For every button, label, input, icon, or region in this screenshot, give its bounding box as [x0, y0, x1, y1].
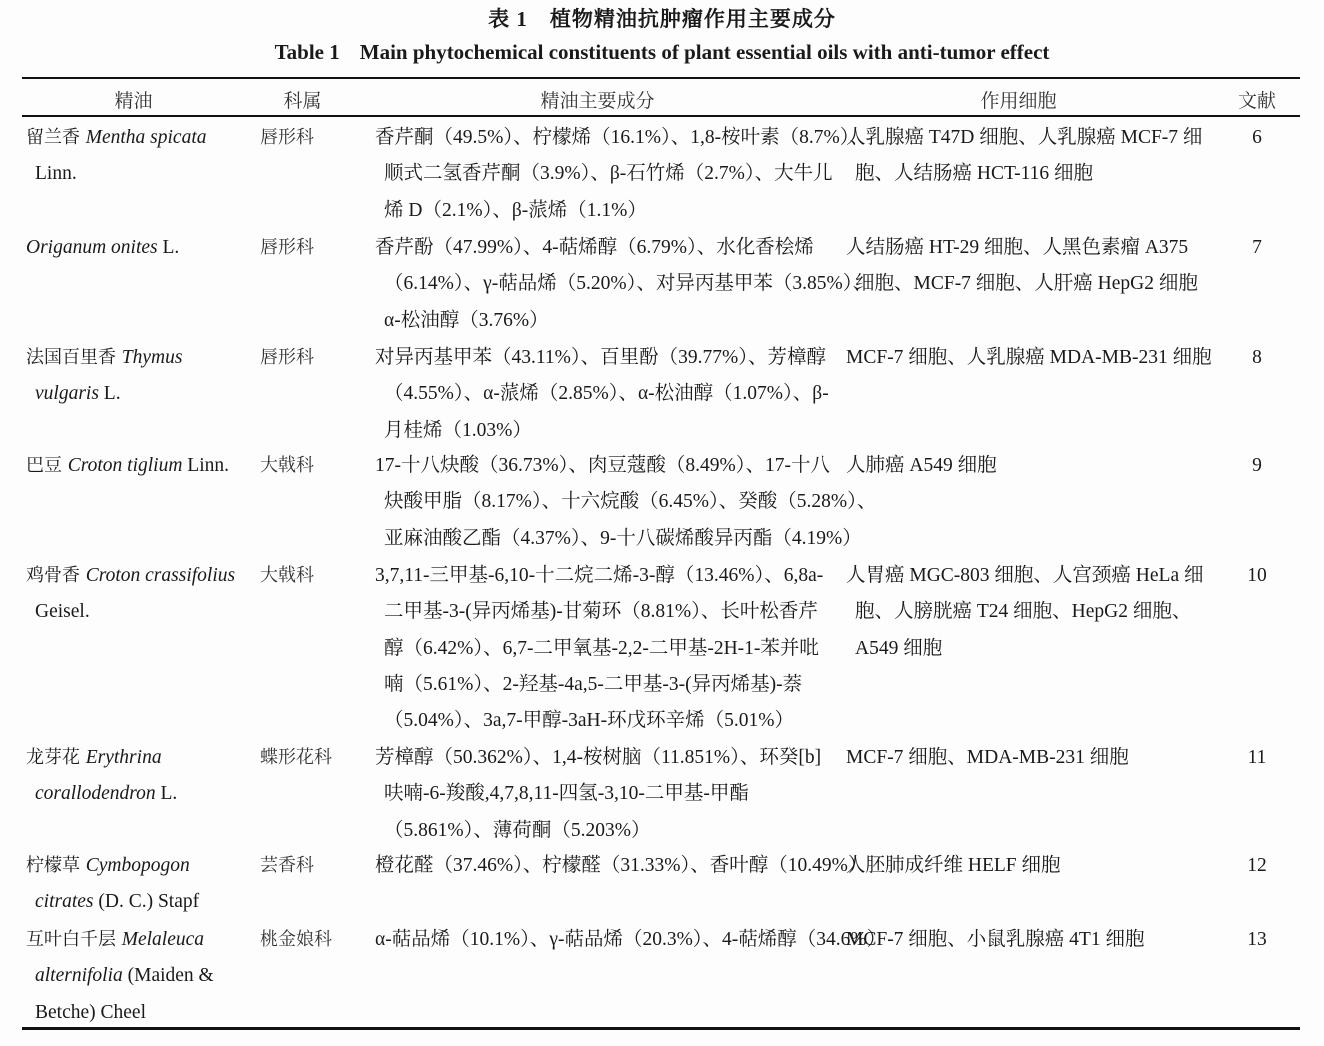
- reference-cell: 12: [1247, 855, 1267, 876]
- components-cell: α-萜品烯（10.1%）、γ-萜品烯（20.3%）、4-萜烯醇（34.6%）: [375, 929, 887, 950]
- family-cell: 大戟科: [260, 455, 314, 476]
- oil-name-cell: 互叶白千层 Melaleuca alternifolia (Maiden & Betche) Cheel: [26, 929, 214, 1023]
- reference-cell: 10: [1247, 565, 1267, 586]
- family-cell: 唇形科: [260, 127, 314, 148]
- components-cell: 3,7,11-三甲基-6,10-十二烷二烯-3-醇（13.46%）、6,8a- 二甲基-3-(异丙烯基)-甘菊环（8.81%）、长叶松香芹 醇（6.42%）、6,7-二甲氧基-2,2-二甲基-2H-1-苯并吡 喃（5.61%）、2-羟基-4a,5-二甲基-3-(异丙烯基)-萘 （5.04%）、3a,7-甲醇-3aH-环戊环辛烯（5.01%）: [375, 565, 824, 732]
- target-cells-cell: MCF-7 细胞、小鼠乳腺癌 4T1 细胞: [846, 929, 1145, 950]
- family-cell: 芸香科: [260, 855, 314, 876]
- oil-name-cell: 法国百里香 Thymus vulgaris L.: [26, 347, 183, 405]
- target-cells-cell: MCF-7 细胞、MDA-MB-231 细胞: [846, 747, 1129, 768]
- target-cells-cell: 人结肠癌 HT-29 细胞、人黑色素瘤 A375 细胞、MCF-7 细胞、人肝癌 HepG2 细胞: [846, 237, 1198, 295]
- oil-name-cell: 鸡骨香 Croton crassifolius Geisel.: [26, 565, 236, 623]
- target-cells-cell: 人肺癌 A549 细胞: [846, 455, 997, 476]
- family-cell: 唇形科: [260, 347, 314, 368]
- reference-cell: 13: [1247, 929, 1267, 950]
- components-cell: 17-十八炔酸（36.73%）、肉豆蔻酸（8.49%）、17-十八 炔酸甲脂（8.17%）、十六烷酸（6.45%）、癸酸（5.28%）、 亚麻油酸乙酯（4.37%）、9-十八碳烯酸异丙酯（4.19%）: [375, 455, 877, 549]
- table-top-rule: [22, 77, 1300, 79]
- caption-cn-title: 植物精油抗肿瘤作用主要成分: [549, 7, 836, 31]
- components-cell: 香芹酚（47.99%）、4-萜烯醇（6.79%）、水化香桧烯 （6.14%）、γ-萜品烯（5.20%）、对异丙基甲苯（3.85%）、 α-松油醇（3.76%）: [375, 237, 872, 331]
- header-family: 科属: [283, 90, 322, 112]
- table-caption-en: [0, 40, 1324, 65]
- target-cells-cell: 人胃癌 MGC-803 细胞、人宫颈癌 HeLa 细 胞、人膀胱癌 T24 细胞、HepG2 细胞、 A549 细胞: [846, 565, 1204, 659]
- family-cell: 蝶形花科: [260, 747, 332, 768]
- caption-en-title: Main phytochemical constituents of plant essential oils with anti-tumor effect: [359, 40, 1050, 64]
- oil-name-cell: 留兰香 Mentha spicata Linn.: [26, 127, 207, 185]
- reference-cell: 6: [1252, 127, 1262, 148]
- table-caption-cn: [0, 3, 1324, 33]
- oil-name-cell: 巴豆 Croton tiglium Linn.: [26, 455, 229, 476]
- target-cells-cell: 人胚肺成纤维 HELF 细胞: [846, 855, 1061, 876]
- oil-name-cell: Origanum onites L.: [26, 237, 180, 258]
- oil-name-cell: 柠檬草 Cymbopogon citrates (D. C.) Stapf: [26, 855, 200, 913]
- reference-cell: 9: [1252, 455, 1262, 476]
- caption-cn-label: 表 1: [488, 7, 528, 31]
- components-cell: 橙花醛（37.46%）、柠檬醛（31.33%）、香叶醇（10.49%）: [375, 855, 868, 876]
- header-components: 精油主要成分: [540, 90, 655, 112]
- caption-en-label: Table 1: [274, 40, 340, 64]
- components-cell: 香芹酮（49.5%）、柠檬烯（16.1%）、1,8-桉叶素（8.7%）、 顺式二氢香芹酮（3.9%）、β-石竹烯（2.7%）、大牛儿 烯 D（2.1%）、β-蒎烯（1.1%）: [375, 127, 869, 221]
- reference-cell: 11: [1247, 747, 1267, 768]
- table-header-rule: [22, 115, 1300, 117]
- components-cell: 对异丙基甲苯（43.11%）、百里酚（39.77%）、芳樟醇 （4.55%）、α-蒎烯（2.85%）、α-松油醇（1.07%）、β- 月桂烯（1.03%）: [375, 347, 829, 441]
- header-cells: 作用细胞: [980, 90, 1057, 112]
- family-cell: 大戟科: [260, 565, 314, 586]
- header-ref: 文献: [1237, 90, 1276, 112]
- header-oil: 精油: [114, 90, 153, 112]
- oil-name-cell: 龙芽花 Erythrina corallodendron L.: [26, 747, 178, 805]
- reference-cell: 8: [1252, 347, 1262, 368]
- target-cells-cell: 人乳腺癌 T47D 细胞、人乳腺癌 MCF-7 细 胞、人结肠癌 HCT-116 细胞: [846, 127, 1203, 185]
- target-cells-cell: MCF-7 细胞、人乳腺癌 MDA-MB-231 细胞: [846, 347, 1212, 368]
- components-cell: 芳樟醇（50.362%）、1,4-桉树脑（11.851%）、环癸[b] 呋喃-6-羧酸,4,7,8,11-四氢-3,10-二甲基-甲酯 （5.861%）、薄荷酮（5.203%）: [375, 747, 822, 841]
- reference-cell: 7: [1252, 237, 1262, 258]
- family-cell: 桃金娘科: [260, 929, 332, 950]
- family-cell: 唇形科: [260, 237, 314, 258]
